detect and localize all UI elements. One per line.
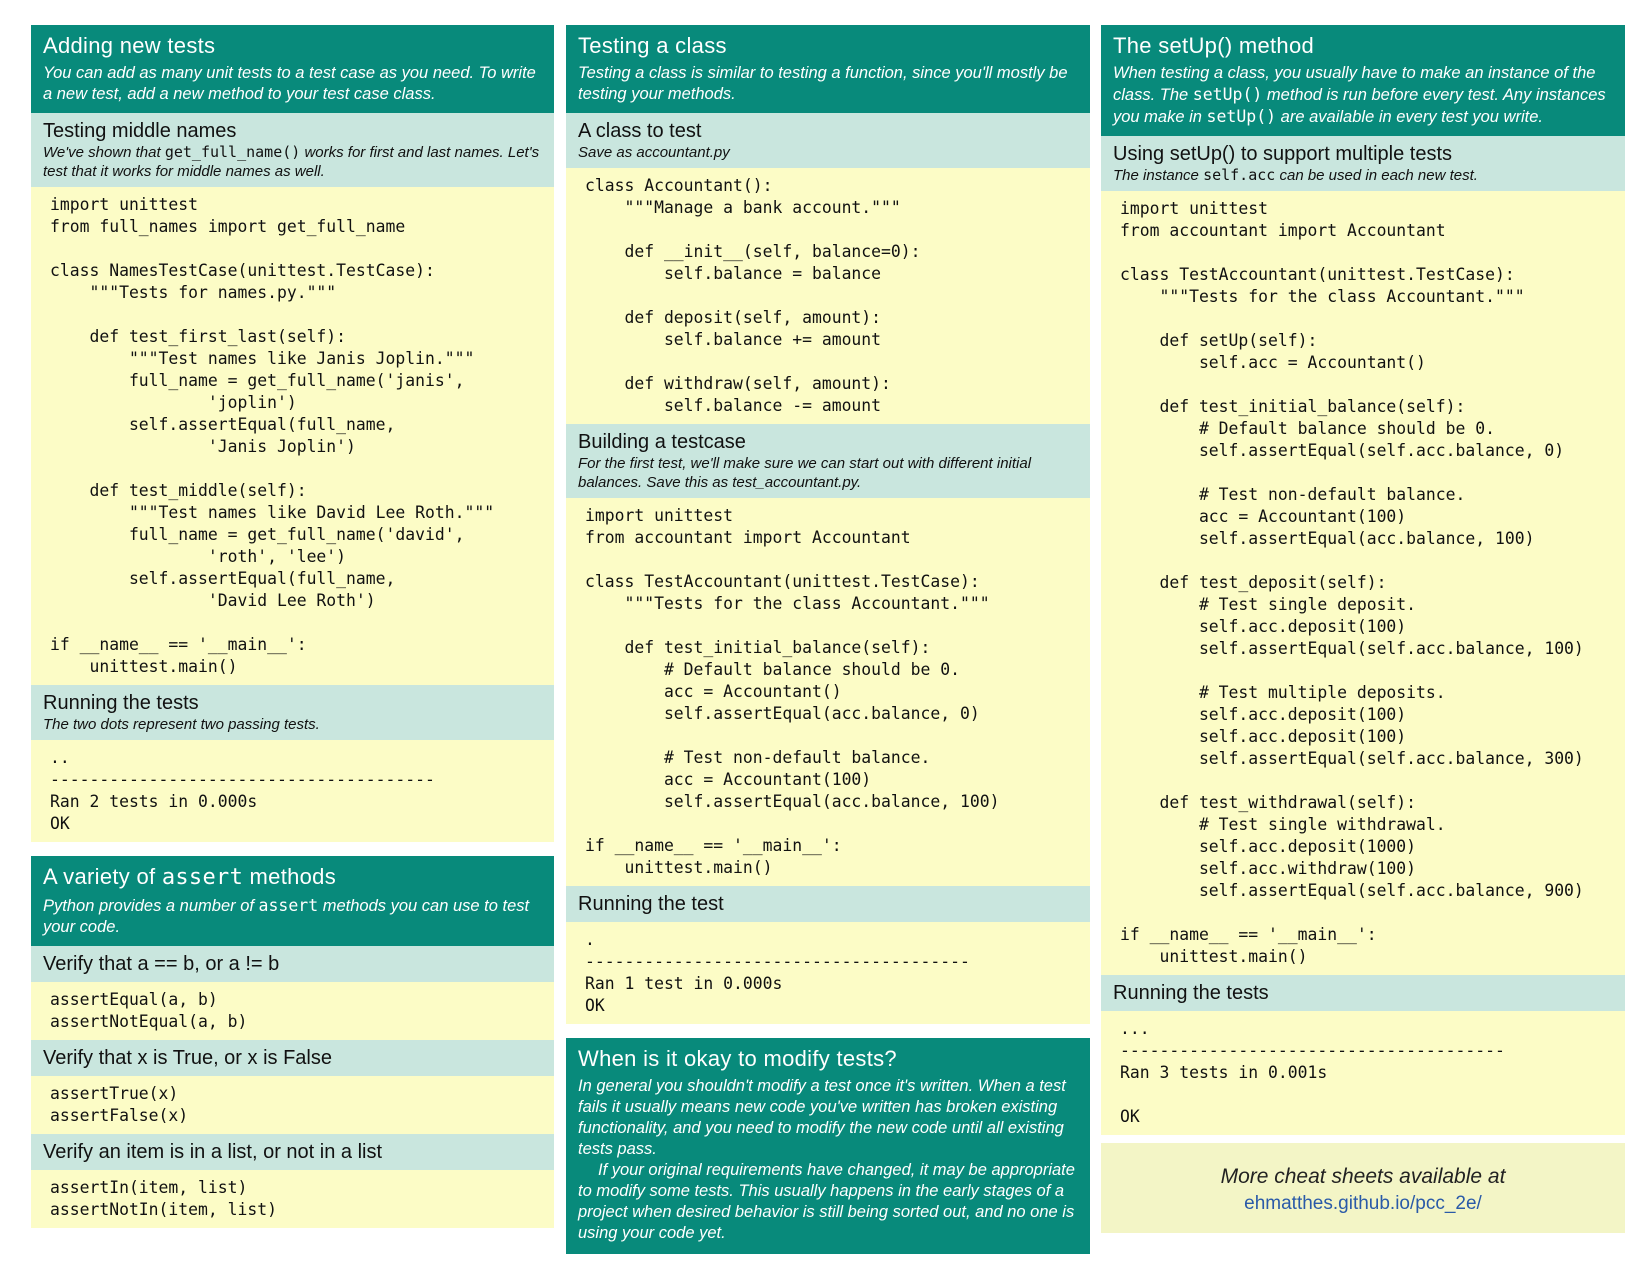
verify-true-subheader (31, 1040, 554, 1076)
verify-in-code (31, 1170, 554, 1228)
footer-box (1101, 1143, 1625, 1233)
verify-equal-code (31, 982, 554, 1040)
code-text: import unittest from accountant import Accountant class TestAccountant(unittest.TestCase): """Tests for the class Accountant.""" def setUp(self): self.acc = Accountant() def test_initial_balance(self): # Default balance should be 0. self.assertEqual(self.acc.balance, 0) # Test non-default balance. acc = Accountant(100) self.assertEqual(acc.balance, 100) def test_deposit(self): # Test single deposit. self.acc.deposit(100) self.assertEqual(self.acc.balance, 100) # Test multiple deposits. self.acc.deposit(100) self.acc.deposit(100) self.assertEqual(self.acc.balance, 300) def test_withdrawal(self): # Test single withdrawal. self.acc.deposit(1000) self.acc.withdraw(100) self.assertEqual(self.acc.balance, 900) if __name__ == '__main__': unittest.main() (1120, 199, 1584, 966)
desc-text: can be used in each new test. (1275, 167, 1478, 184)
intro-text: method is run before every test. Any instances you make in (1113, 86, 1606, 126)
subsection-desc (1113, 166, 1613, 185)
running-test-subheader (566, 886, 1090, 922)
subsection-title: Verify that x is True, or x is False (43, 1047, 332, 1069)
subsection-title: Running the tests (1113, 982, 1269, 1004)
code-text: class Accountant(): """Manage a bank account.""" def __init__(self, balance=0): self.balance = balance def deposit(self, amount): self.balance += amount def withdraw(self, amount): self.balance -= amount (585, 176, 921, 415)
code-text: assertTrue(x) assertFalse(x) (50, 1084, 189, 1125)
building-testcase-code (566, 498, 1090, 886)
verify-equal-subheader (31, 946, 554, 982)
using-setup-code (1101, 191, 1625, 975)
assert-methods-header (31, 856, 554, 946)
desc-code: get_full_name() (164, 143, 301, 161)
subsection-title: Running the tests (43, 692, 199, 714)
footer-text: More cheat sheets available at (1220, 1165, 1506, 1188)
subsection-title: Using setUp() to support multiple tests (1113, 143, 1453, 165)
section-title: The setUp() method (1113, 33, 1315, 58)
verify-true-code (31, 1076, 554, 1134)
class-to-test-code (566, 168, 1090, 424)
setup-method-header (1101, 25, 1625, 136)
intro-text: are available in every test you write. (1276, 108, 1543, 126)
section-intro (578, 1076, 1078, 1244)
desc-text: The instance (1113, 167, 1204, 184)
intro-code: setUp() (1192, 85, 1263, 104)
subsection-title: Running the test (578, 893, 724, 915)
subsection-title: Verify that a == b, or a != b (43, 953, 280, 975)
section-title: When is it okay to modify tests? (578, 1046, 897, 1071)
subsection-desc: For the first test, we'll make sure we can start out with different initial balances. Save this as test_accountant.py. (578, 455, 1032, 491)
modify-tests-header (566, 1038, 1090, 1254)
running-tests-subheader (31, 685, 554, 740)
footer-link[interactable]: ehmatthes.github.io/pcc_2e/ (1244, 1193, 1482, 1214)
code-text: import unittest from full_names import get_full_name class NamesTestCase(unittest.TestCase): """Tests for names.py.""" def test_first_last(self): """Test names like Janis Joplin.""" full_name = get_full_name('janis', 'joplin') self.assertEqual(full_name, 'Janis Joplin') def test_middle(self): """Test names like David Lee Roth.""" full_name = get_full_name('david', 'roth', 'lee') self.assertEqual(full_name, 'David Lee Roth') if __name__ == '__main__': unittest.main() (50, 195, 495, 676)
subsection-desc (43, 143, 542, 181)
running-test-output (566, 922, 1090, 1024)
code-text: ... --------------------------------------- Ran 3 tests in 0.001s OK (1120, 1019, 1505, 1126)
section-title (43, 864, 542, 891)
section-title: Adding new tests (43, 33, 216, 58)
running-tests-subheader (1101, 975, 1625, 1011)
using-setup-subheader (1101, 136, 1625, 191)
intro-code: assert (258, 896, 319, 915)
title-text: methods (243, 864, 337, 889)
column-2 (566, 25, 1090, 1254)
intro-para-1: In general you shouldn't modify a test once it's written. When a test fails it usually means new code you've written has broken existing functionality, and you need to modify the new code until all existing tests pass. (578, 1077, 1066, 1158)
subsection-desc: The two dots represent two passing tests. (43, 716, 320, 733)
code-text: assertEqual(a, b) assertNotEqual(a, b) (50, 990, 248, 1031)
subsection-title: Verify an item is in a list, or not in a list (43, 1141, 383, 1163)
intro-text: Python provides a number of (43, 897, 259, 915)
code-text: assertIn(item, list) assertNotIn(item, list) (50, 1178, 277, 1219)
section-intro (1113, 63, 1613, 128)
title-text: A variety of (43, 864, 162, 889)
intro-text: methods you can use to test your code. (43, 897, 530, 936)
code-text: .. --------------------------------------- Ran 2 tests in 0.000s OK (50, 748, 435, 833)
verify-in-subheader (31, 1134, 554, 1170)
section-intro: You can add as many unit tests to a test case as you need. To write a new test, add a new method to your test case class. (43, 64, 536, 103)
section-intro: Testing a class is similar to testing a function, since you'll mostly be testing your methods. (578, 64, 1068, 103)
intro-para-2: If your original requirements have changed, it may be appropriate to modify some tests. This usually happens in the early stages of a project when desired behavior is still being sorted out, and no one is using your code yet. (578, 1161, 1075, 1242)
subsection-title: Testing middle names (43, 120, 237, 142)
desc-code: self.acc (1203, 166, 1276, 184)
intro-text: When testing a class, you usually have to make an instance of the class. The (1113, 64, 1596, 104)
running-tests-output (31, 740, 554, 842)
testing-class-header (566, 25, 1090, 113)
adding-tests-header (31, 25, 554, 113)
subsection-title: Building a testcase (578, 431, 746, 453)
section-intro (43, 895, 542, 938)
desc-text: We've shown that (43, 144, 165, 161)
column-1 (31, 25, 554, 1228)
running-tests-output (1101, 1011, 1625, 1135)
section-title: Testing a class (578, 33, 727, 58)
title-code: assert (161, 865, 244, 890)
column-3 (1101, 25, 1625, 1233)
middle-names-code-block (31, 187, 554, 685)
subsection-desc: Save as accountant.py (578, 144, 730, 161)
code-text: import unittest from accountant import Accountant class TestAccountant(unittest.TestCase): """Tests for the class Accountant.""" def test_initial_balance(self): # Default balance should be 0. acc = Accountant() self.assertEqual(acc.balance, 0) # Test non-default balance. acc = Accountant(100) self.assertEqual(acc.balance, 100) if __name__ == '__main__': unittest.main() (585, 506, 1000, 877)
intro-code: setUp() (1206, 107, 1277, 126)
desc-text: works for first and last names. Let's test that it works for middle names as well. (43, 144, 540, 180)
building-testcase-subheader (566, 424, 1090, 498)
class-to-test-subheader (566, 113, 1090, 168)
subsection-title: A class to test (578, 120, 702, 142)
code-text: . --------------------------------------- Ran 1 test in 0.000s OK (585, 930, 970, 1015)
middle-names-subheader (31, 113, 554, 187)
